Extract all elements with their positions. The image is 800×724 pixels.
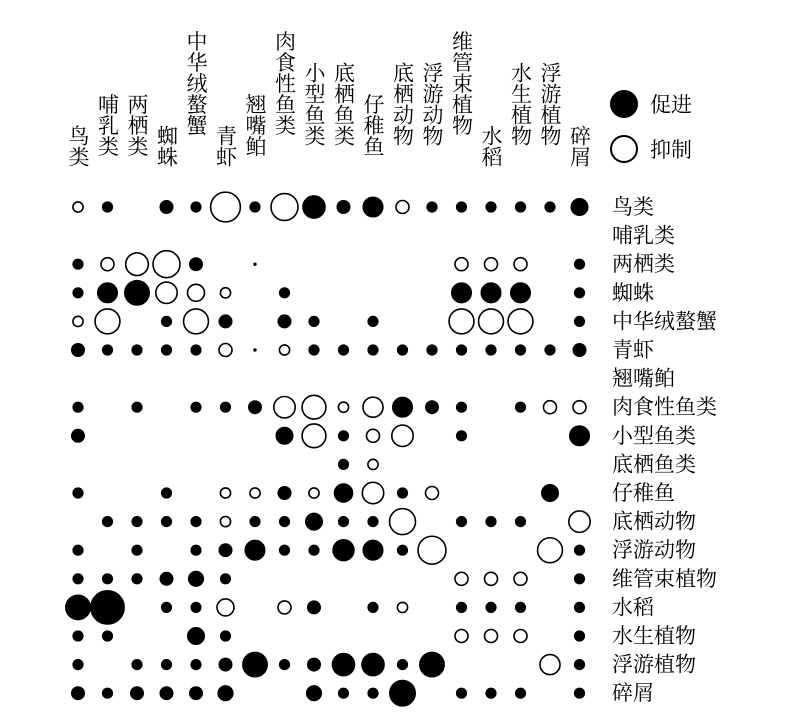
- promote-bubble: [132, 345, 142, 355]
- promote-bubble: [338, 688, 348, 698]
- promote-bubble: [132, 574, 142, 584]
- promote-bubble: [160, 572, 173, 585]
- promote-bubble: [132, 660, 142, 670]
- inhibit-bubble: [217, 599, 234, 616]
- promote-bubble: [515, 602, 525, 612]
- legend-promote-label: 促进: [650, 93, 692, 117]
- promote-bubble: [125, 280, 150, 305]
- inhibit-bubble: [543, 401, 556, 414]
- row-label: 肉食性鱼类: [612, 395, 717, 420]
- promote-bubble: [243, 652, 268, 677]
- promote-bubble: [161, 517, 171, 527]
- row-label: 水稻: [612, 595, 654, 620]
- inhibit-bubble: [418, 536, 446, 564]
- inhibit-bubble: [363, 397, 383, 417]
- promote-bubble: [73, 488, 83, 498]
- row-labels: [612, 195, 717, 705]
- promote-bubble: [73, 259, 83, 269]
- promote-bubble: [161, 660, 171, 670]
- promote-bubble: [219, 658, 232, 671]
- column-label: 肉食性鱼类: [272, 30, 297, 136]
- promote-bubble: [574, 688, 584, 698]
- promote-bubble: [254, 349, 256, 351]
- inhibit-bubble: [397, 602, 407, 612]
- promote-bubble: [71, 687, 84, 700]
- promote-bubble: [160, 687, 173, 700]
- row-label: 底栖动物: [612, 509, 696, 534]
- promote-bubble: [397, 545, 407, 555]
- promote-bubble: [515, 402, 525, 412]
- promote-bubble: [338, 459, 348, 469]
- inhibit-bubble: [569, 511, 590, 532]
- inhibit-bubble: [449, 309, 474, 334]
- promote-bubble: [481, 283, 501, 303]
- inhibit-bubble: [455, 629, 468, 642]
- inhibit-bubble: [425, 486, 438, 499]
- column-label: 底栖动物: [390, 62, 415, 146]
- promote-bubble: [191, 545, 201, 555]
- row-label: 翘嘴鲌: [612, 366, 675, 391]
- promote-bubble: [161, 488, 171, 498]
- inhibit-bubble: [101, 258, 114, 271]
- promote-bubble: [191, 402, 201, 412]
- row-label: 两栖类: [612, 252, 675, 277]
- promote-bubble: [132, 517, 142, 527]
- promote-bubble: [188, 571, 203, 586]
- promote-bubble: [368, 316, 378, 326]
- promote-bubble: [427, 202, 437, 212]
- promote-bubble: [456, 688, 466, 698]
- promote-bubble: [191, 602, 201, 612]
- inhibit-bubble: [538, 538, 563, 563]
- promote-bubble: [397, 345, 407, 355]
- promote-bubble: [420, 652, 445, 677]
- inhibit-bubble: [366, 429, 379, 442]
- promote-bubble: [71, 429, 84, 442]
- promote-bubble: [569, 426, 589, 446]
- promote-bubble: [102, 631, 112, 641]
- promote-bubble: [425, 401, 438, 414]
- inhibit-bubble: [392, 425, 413, 446]
- promote-bubble: [102, 517, 112, 527]
- row-label: 小型鱼类: [612, 423, 696, 448]
- promote-bubble: [73, 574, 83, 584]
- inhibit-bubble: [188, 284, 205, 301]
- promote-bubble: [338, 345, 348, 355]
- promote-bubble: [132, 402, 142, 412]
- promote-bubble: [337, 200, 350, 213]
- promote-bubble: [307, 601, 320, 614]
- promote-bubble: [338, 431, 348, 441]
- promote-bubble: [456, 402, 466, 412]
- inhibit-bubble: [455, 258, 468, 271]
- promote-bubble: [486, 345, 496, 355]
- promote-bubble: [515, 345, 525, 355]
- promote-bubble: [219, 544, 232, 557]
- promote-bubble: [363, 197, 383, 217]
- column-label: 维管束植物: [449, 30, 474, 136]
- promote-bubble: [102, 574, 112, 584]
- promote-bubble: [97, 283, 117, 303]
- promote-bubble: [515, 688, 525, 698]
- promote-bubble: [306, 513, 323, 530]
- column-label: 青虾: [213, 125, 238, 167]
- promote-bubble: [368, 688, 378, 698]
- promote-bubble: [189, 687, 202, 700]
- inhibit-bubble: [220, 288, 230, 298]
- row-label: 哺乳类: [612, 223, 675, 248]
- inhibit-bubble: [274, 397, 295, 418]
- promote-bubble: [510, 283, 530, 303]
- promote-bubble: [574, 602, 584, 612]
- promote-bubble: [574, 660, 584, 670]
- column-label: 浮游植物: [538, 62, 562, 146]
- promote-bubble: [191, 345, 201, 355]
- promote-bubble: [73, 631, 83, 641]
- column-label: 蜘蛛: [154, 125, 179, 167]
- column-labels: [66, 31, 592, 168]
- promote-bubble: [515, 517, 525, 527]
- column-label: 鸟类: [66, 125, 90, 167]
- promote-bubble: [71, 343, 84, 356]
- inhibit-bubble: [220, 488, 230, 498]
- inhibit-bubble: [211, 192, 241, 222]
- promote-bubble: [91, 590, 125, 624]
- promote-bubble: [130, 687, 143, 700]
- inhibit-bubble: [156, 282, 177, 303]
- promote-bubble: [220, 402, 230, 412]
- promote-bubble: [338, 517, 348, 527]
- promote-bubble: [250, 202, 260, 212]
- row-label: 维管束植物: [612, 566, 717, 591]
- inhibit-bubble: [508, 309, 533, 334]
- promote-bubble: [368, 602, 378, 612]
- inhibit-bubble: [302, 424, 326, 448]
- promote-bubble: [189, 258, 202, 271]
- promote-bubble: [220, 631, 230, 641]
- promote-bubble: [332, 653, 355, 676]
- promote-bubble: [279, 288, 289, 298]
- promote-bubble: [486, 688, 496, 698]
- promote-bubble: [309, 316, 319, 326]
- promote-bubble: [160, 200, 173, 213]
- row-label: 碎屑: [612, 681, 654, 706]
- inhibit-bubble: [73, 316, 83, 326]
- inhibit-bubble: [279, 345, 289, 355]
- inhibit-bubble: [484, 629, 497, 642]
- promote-bubble: [250, 517, 260, 527]
- inhibit-bubble: [455, 572, 468, 585]
- promote-bubble: [279, 545, 289, 555]
- promote-bubble: [368, 517, 378, 527]
- promote-bubble: [73, 660, 83, 670]
- row-label: 仔稚鱼: [612, 481, 675, 505]
- inhibit-bubble: [484, 572, 497, 585]
- promote-bubble: [574, 631, 584, 641]
- promote-bubble: [73, 402, 83, 412]
- inhibit-bubble: [338, 402, 348, 412]
- promote-bubble: [191, 517, 201, 527]
- column-label: 浮游动物: [420, 62, 444, 146]
- promote-bubble: [397, 488, 407, 498]
- promote-bubble: [545, 345, 555, 355]
- promote-bubble: [73, 288, 83, 298]
- promote-bubble: [306, 686, 321, 701]
- inhibit-bubble: [514, 258, 527, 271]
- inhibit-bubble: [126, 253, 149, 276]
- promote-bubble: [309, 545, 319, 555]
- promote-bubble: [278, 315, 291, 328]
- inhibit-bubble: [484, 258, 497, 271]
- promote-bubble: [161, 316, 171, 326]
- promote-bubble: [362, 653, 385, 676]
- legend-inhibit-label: 抑制: [650, 138, 692, 162]
- row-label: 浮游植物: [612, 652, 696, 677]
- row-label: 水生植物: [612, 624, 696, 648]
- promote-bubble: [542, 485, 559, 502]
- promote-bubble: [427, 345, 437, 355]
- legend: [611, 91, 692, 162]
- promote-bubble: [573, 343, 586, 356]
- promote-bubble: [191, 202, 201, 212]
- inhibit-bubble: [540, 655, 560, 675]
- inhibit-bubble: [479, 309, 504, 334]
- column-label: 中华绒螯蟹: [184, 30, 208, 136]
- row-label: 浮游动物: [612, 538, 696, 563]
- inhibit-bubble: [309, 488, 319, 498]
- row-label: 底栖鱼类: [612, 452, 696, 477]
- column-label: 仔稚鱼: [361, 93, 385, 157]
- promote-bubble: [571, 199, 588, 216]
- promote-bubble: [161, 345, 171, 355]
- promote-bubble: [363, 540, 383, 560]
- promote-bubble: [161, 602, 171, 612]
- inhibit-bubble: [368, 459, 378, 469]
- promote-bubble: [456, 202, 466, 212]
- inhibit-bubble: [73, 202, 83, 212]
- inhibit-bubble: [514, 572, 527, 585]
- column-label: 水生植物: [508, 62, 533, 146]
- inhibit-bubble: [271, 194, 298, 221]
- inhibit-bubble: [250, 488, 260, 498]
- promote-bubble: [303, 196, 326, 219]
- inhibit-bubble: [390, 509, 416, 535]
- promote-bubble: [218, 686, 233, 701]
- column-label: 两栖类: [125, 93, 149, 157]
- promote-bubble: [574, 574, 584, 584]
- row-label: 青虾: [612, 338, 654, 362]
- inhibit-bubble: [95, 309, 120, 334]
- inhibit-bubble: [184, 309, 209, 334]
- promote-bubble: [220, 574, 230, 584]
- promote-bubble: [456, 517, 466, 527]
- promote-bubble: [486, 202, 496, 212]
- promote-bubble: [132, 545, 142, 555]
- column-label: 水稻: [479, 125, 503, 167]
- promote-bubble: [456, 345, 466, 355]
- inhibit-bubble: [362, 482, 383, 503]
- column-label: 翘嘴鲌: [243, 93, 267, 157]
- promote-bubble: [392, 397, 412, 417]
- inhibit-bubble: [396, 200, 409, 213]
- promote-bubble: [102, 202, 112, 212]
- inhibit-bubble: [302, 395, 326, 419]
- row-label: 鸟类: [612, 195, 654, 219]
- row-label: 蜘蛛: [612, 280, 654, 305]
- promote-bubble: [515, 202, 525, 212]
- column-label: 小型鱼类: [302, 62, 326, 146]
- promote-bubble: [279, 660, 289, 670]
- promote-bubble: [188, 628, 205, 645]
- promote-bubble: [102, 345, 112, 355]
- promote-bubble: [279, 517, 289, 527]
- promote-bubble: [248, 401, 261, 414]
- promote-bubble: [574, 259, 584, 269]
- promote-bubble: [390, 680, 416, 706]
- inhibit-bubble: [220, 517, 230, 527]
- promote-bubble: [486, 517, 496, 527]
- column-label: 底栖鱼类: [331, 62, 356, 146]
- promote-bubble: [219, 315, 232, 328]
- promote-bubble: [486, 602, 496, 612]
- promote-bubble: [191, 660, 201, 670]
- inhibit-bubble: [219, 343, 232, 356]
- promote-bubble: [276, 427, 293, 444]
- promote-bubble: [574, 316, 584, 326]
- promote-bubble: [456, 431, 466, 441]
- promote-bubble: [574, 288, 584, 298]
- promote-bubble: [574, 545, 584, 555]
- legend-promote-marker: [611, 91, 637, 117]
- inhibit-bubble: [278, 601, 291, 614]
- promote-bubble: [66, 595, 91, 620]
- promote-bubble: [545, 202, 555, 212]
- promote-bubble: [333, 540, 354, 561]
- inhibit-bubble: [573, 401, 586, 414]
- promote-bubble: [307, 658, 320, 671]
- promote-bubble: [245, 540, 265, 560]
- promote-bubble: [334, 484, 353, 503]
- promote-bubble: [309, 345, 319, 355]
- promote-bubble: [102, 688, 112, 698]
- promote-bubble: [73, 545, 83, 555]
- promote-bubble: [397, 660, 407, 670]
- inhibit-bubble: [153, 251, 180, 278]
- bubble-marks: [66, 192, 591, 706]
- row-label: 中华绒螯蟹: [612, 309, 717, 334]
- column-label: 碎屑: [567, 125, 592, 167]
- promote-bubble: [368, 345, 378, 355]
- promote-bubble: [456, 602, 466, 612]
- legend-inhibit-marker: [611, 136, 637, 162]
- promote-bubble: [278, 486, 291, 499]
- inhibit-bubble: [514, 629, 527, 642]
- column-label: 哺乳类: [95, 93, 120, 157]
- promote-bubble: [451, 283, 471, 303]
- promote-bubble: [254, 263, 256, 265]
